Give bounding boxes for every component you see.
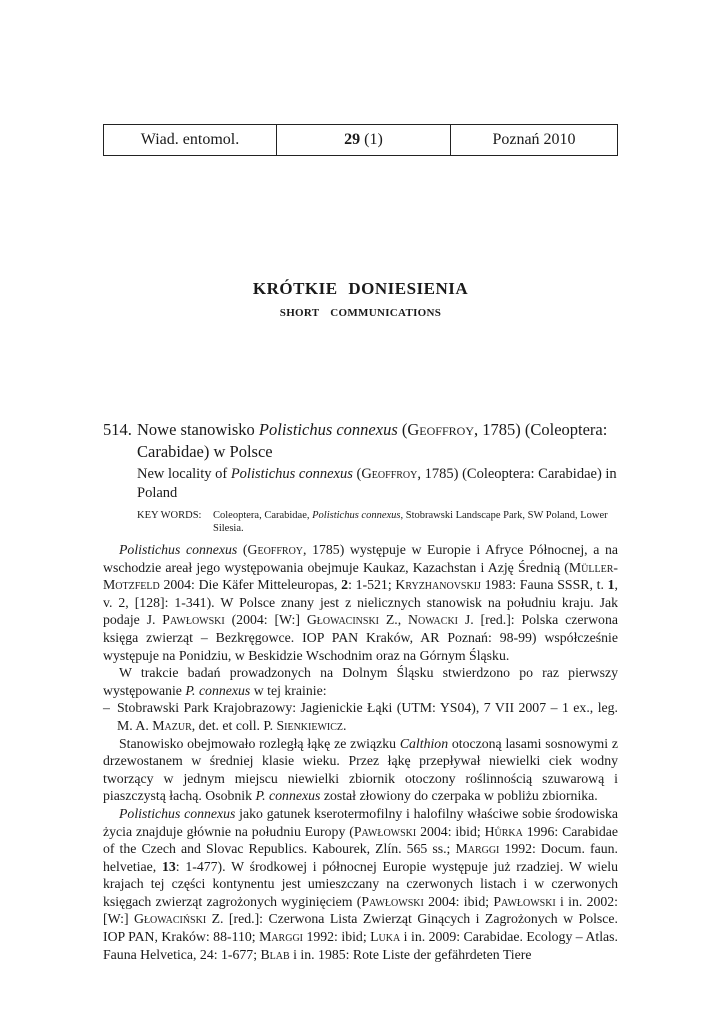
- en-title-species: Polistichus connexus: [230, 466, 353, 482]
- author-name: Pawłowski: [162, 612, 225, 628]
- english-title: [137, 465, 620, 503]
- article-number: 514.: [103, 420, 132, 439]
- place-year-text: Poznań 2010: [492, 131, 576, 148]
- text-run: w tej krainie:: [250, 682, 327, 698]
- author-name: Mazur: [152, 717, 192, 733]
- text-run: 1992: ibid;: [303, 929, 371, 945]
- journal-name: [104, 125, 277, 155]
- paragraph-1: [103, 541, 618, 664]
- keywords-label: KEY WORDS:: [137, 510, 202, 521]
- section-subtitle: SHORT COMMUNICATIONS: [279, 307, 442, 319]
- text-run: został złowiony do czerpaka w pobliżu zbiornika.: [320, 788, 598, 804]
- journal-name-text: Wiad. entomol.: [140, 131, 240, 148]
- locality-record: [103, 699, 618, 734]
- volume-ref: 13: [161, 858, 176, 874]
- text-run: , v. 2, [128]: 1-341). W Polsce znany jest z nielicznych stanowisk na południu kraju. Jak podaje J.: [103, 577, 618, 628]
- en-title-author: Geoffroy: [361, 466, 418, 482]
- en-title-part: , 1785) (Coleoptera: Carabidae) in Poland: [137, 466, 617, 501]
- list-dash: –: [103, 700, 110, 716]
- text-run: : 1-477). W środkowej i północnej Europie występuje już rzadziej. W wielu krajach tej części kontynentu jest umieszczany na czerwonych listach i w czerwonych księgach zwierząt zagrożonych wyginięciem (: [103, 858, 618, 909]
- text-run: 2004: ibid;: [416, 823, 485, 839]
- volume-number: 29: [344, 131, 361, 148]
- issue-number: (1): [364, 131, 383, 148]
- article-body: [103, 541, 618, 963]
- text-run: W trakcie badań prowadzonych na Dolnym Śląsku stwierdzono po raz pierwszy występowanie: [103, 665, 618, 698]
- keywords-part: , Stobrawski Landscape Park, SW Poland, Lower Silesia.: [213, 510, 608, 534]
- text-run: jako gatunek kserotermofilny i halofilny właściwe sobie środowiska życia znajduje głównie na południu Europy (: [103, 805, 618, 839]
- title-part: Nowe stanowisko: [137, 420, 259, 439]
- article-title: [103, 419, 623, 463]
- text-run: (: [237, 542, 248, 557]
- genus-name: Calthion: [399, 735, 449, 751]
- species-name: P. connexus: [255, 788, 321, 804]
- author-name: Pawłowski: [493, 893, 556, 909]
- paragraph-4: [103, 805, 618, 963]
- paragraph-3: [103, 735, 618, 805]
- volume-ref: 1: [607, 577, 615, 593]
- journal-place-year: [451, 125, 617, 155]
- text-run: 2004: ibid;: [423, 893, 494, 909]
- text-run: (2004: [W:]: [224, 612, 307, 628]
- en-title-part: (: [352, 466, 362, 482]
- text-run: 1996: Carabidae of the Czech and Slovac Republics. Kabourek, Zlín. 565 ss.;: [103, 823, 618, 857]
- author-name: Marggi: [455, 841, 500, 857]
- en-title-part: New locality of: [137, 466, 231, 482]
- paragraph-2: [103, 664, 618, 699]
- text-run: : 1-521;: [348, 577, 396, 593]
- article-title-text: [137, 419, 623, 463]
- text-run: 1992: Docum. faun. helvetiae,: [103, 841, 619, 874]
- keywords-part: Coleoptera, Carabidae,: [213, 510, 313, 521]
- species-name: P. connexus: [185, 682, 251, 698]
- journal-header: [103, 124, 618, 156]
- section-title: KRÓTKIE DONIESIENIA: [252, 279, 469, 298]
- text-run: , 1785) występuje w Europie i Afryce Północnej, a na wschodzie areał jego występowania obejmuje Kaukaz, Kazachstan i Azję Średnią (: [103, 542, 618, 575]
- title-author: Geoffroy: [407, 420, 474, 439]
- journal-volume: [277, 125, 451, 155]
- text-run: Stobrawski Park Krajobrazowy: Jagienickie Łąki (UTM: YS04), 7 VII 2007 – 1 ex., leg. M. A.: [117, 700, 618, 733]
- volume-ref: 2: [341, 577, 349, 593]
- author-name: Müller-Motzfeld: [103, 559, 618, 593]
- author-name: Luka: [370, 929, 401, 945]
- author-name: Kryzhanovskij: [395, 577, 481, 593]
- author-name: Głowacinski: [306, 612, 380, 628]
- species-name: Polistichus connexus: [119, 542, 238, 557]
- text-run: 2004: Die Käfer Mitteleuropas,: [159, 577, 342, 593]
- author-name: Hůrka: [484, 823, 523, 839]
- title-part: , 1785) (Coleoptera: Carabidae) w Polsce: [137, 420, 608, 461]
- keywords-text: [213, 509, 620, 535]
- text-run: , det. et coll. P.: [191, 717, 277, 733]
- keywords: [137, 509, 620, 535]
- species-name: Polistichus connexus: [119, 805, 236, 821]
- author-name: Pawłowski: [361, 893, 424, 909]
- title-part: (: [397, 420, 408, 439]
- text-run: i in. 2009: Carabidae. Ecology – Atlas. Fauna Helvetica, 24: 1-677;: [103, 929, 618, 962]
- author-name: Pawłowski: [353, 823, 417, 839]
- author-name: Sienkiewicz: [276, 717, 344, 733]
- text-run: J. [red.]: Polska czerwona księga zwierząt – Bezkręgowce. IOP PAN Kraków, AR Poznań: 98-99) współcześnie występuje na Ponidziu, w Beskidzie Wschodnim oraz na Górnym Śląsku.: [103, 612, 618, 663]
- text-run: i in. 1985: Rote Liste der gefährdeten Tiere: [289, 946, 532, 962]
- text-run: Z. [red.]: Czerwona Lista Zwierząt Ginących i Zagrożonych w Polsce. IOP PAN, Kraków: 88-110;: [103, 911, 618, 945]
- author-name: Geoffroy: [247, 542, 304, 557]
- keywords-species: Polistichus connexus: [312, 510, 401, 521]
- text-run: i in. 2002: [W:]: [103, 893, 619, 927]
- author-name: Marggi: [259, 929, 303, 945]
- title-species: Polistichus connexus: [258, 420, 398, 439]
- text-run: Z.,: [379, 612, 409, 628]
- author-name: Głowaciński: [133, 911, 207, 927]
- text-run: 1983: Fauna SSSR, t.: [480, 577, 608, 593]
- text-run: Stanowisko obejmowało rozległą łąkę ze związku: [119, 735, 400, 751]
- author-name: Nowacki: [408, 612, 459, 628]
- author-name: Blab: [260, 946, 290, 962]
- text-run: otoczoną lasami sosnowymi z drzewostanem w średniej klasie wieku. Przez łąkę przepływał niewielki ciek wodny tworzący w jednym miejscu niewielki zbiornik otoczony roślinnością szuwarową i piaszczystą łachą. Osobnik: [103, 735, 618, 804]
- text-run: .: [343, 717, 347, 733]
